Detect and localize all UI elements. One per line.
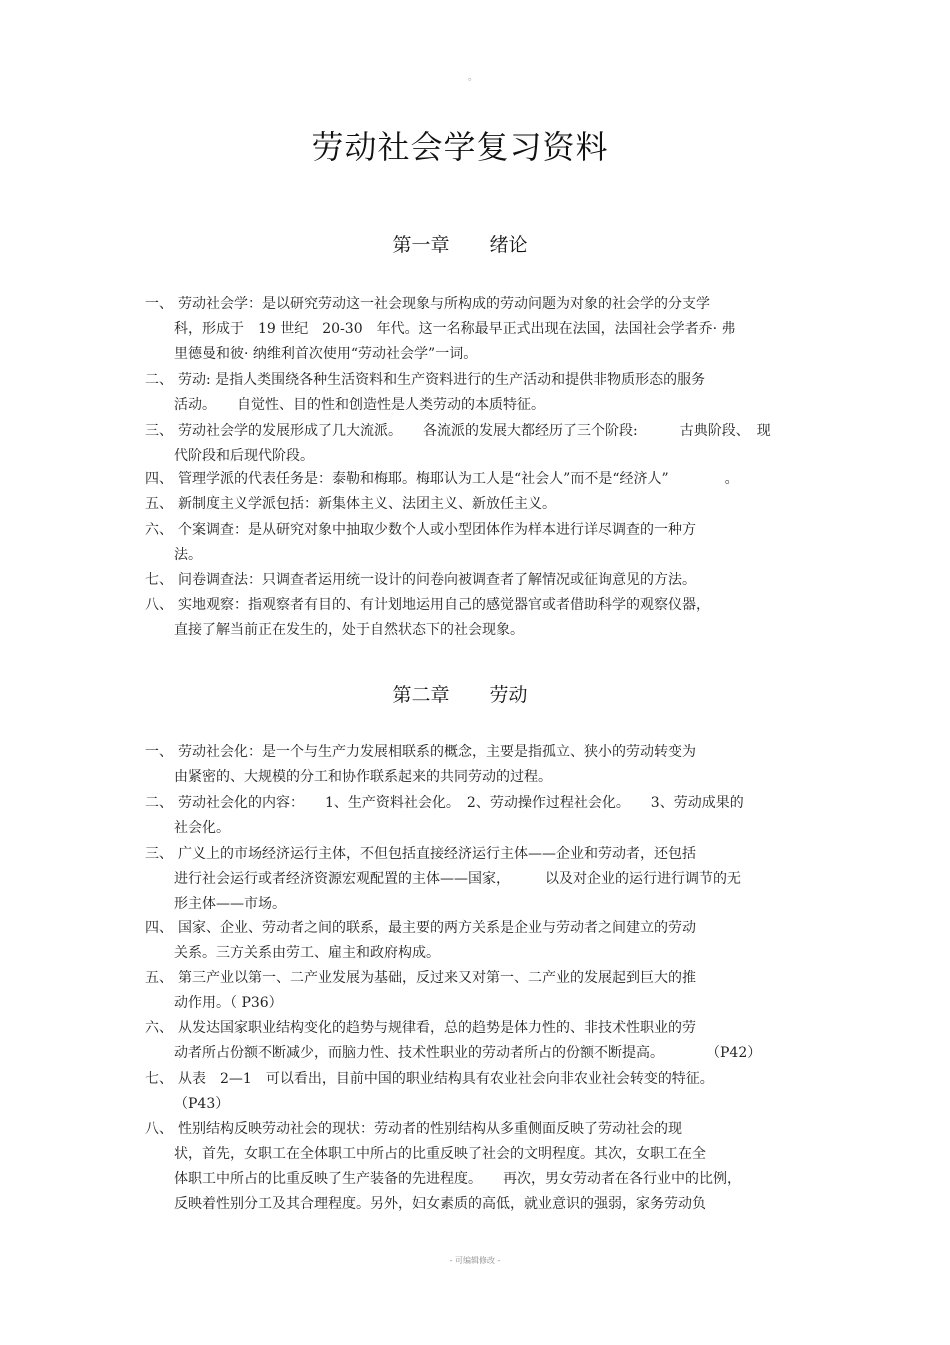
list-item <box>145 518 810 568</box>
item-text-line: 劳动社会学：是以研究劳动这一社会现象与所构成的劳动问题为对象的社会学的分支学 <box>178 296 710 312</box>
item-text-line: 科，形成于 19 世纪 20-30 年代。这一名称最早正式出现在法国，法国社会学者乔· 弗 <box>174 321 736 337</box>
document-title: 劳动社会学复习资料 <box>311 128 609 166</box>
item-text-line: 关系。三方关系由劳工、雇主和政府构成。 <box>174 945 440 961</box>
list-item <box>145 292 810 367</box>
item-text-line: 形主体——市场。 <box>174 896 286 912</box>
item-text-line: 活动。 自觉性、目的性和创造性是人类劳动的本质特征。 <box>174 397 545 413</box>
item-text-line: 性别结构反映劳动社会的现状：劳动者的性别结构从多重侧面反映了劳动社会的现 <box>178 1121 682 1137</box>
item-number: 二、 <box>145 795 173 811</box>
list-item <box>145 368 810 418</box>
item-number: 八、 <box>145 597 173 613</box>
item-text-line: 劳动: 是指人类围绕各种生活资料和生产资料进行的生产活动和提供非物质形态的服务 <box>178 372 706 388</box>
list-item <box>145 467 810 492</box>
chapter-name: 绪论 <box>489 234 528 256</box>
chapter-name: 劳动 <box>489 684 528 706</box>
item-text-line: 管理学派的代表任务是：泰勒和梅耶。梅耶认为工人是“社会人”而不是“经济人” 。 <box>178 471 739 487</box>
item-text-line: 社会化。 <box>174 820 230 836</box>
header-mark: 。 <box>468 72 478 83</box>
item-text-line: 进行社会运行或者经济资源宏观配置的主体——国家， 以及对企业的运行进行调节的无 <box>174 871 741 887</box>
item-number: 三、 <box>145 846 173 862</box>
list-item <box>145 791 810 841</box>
item-text-line: 劳动社会学的发展形成了几大流派。 各流派的发展大都经历了三个阶段: 古典阶段、 现 <box>178 423 771 439</box>
list-item <box>145 593 810 643</box>
list-item <box>145 1117 810 1217</box>
list-item <box>145 1067 810 1117</box>
item-text-line: 动作用。（ P36） <box>174 995 283 1011</box>
item-text-line: 从发达国家职业结构变化的趋势与规律看，总的趋势是体力性的、非技术性职业的劳 <box>178 1020 696 1036</box>
list-item <box>145 568 810 593</box>
item-text-line: 法。 <box>174 547 202 563</box>
item-text-line: 实地观察：指观察者有目的、有计划地运用自己的感觉器官或者借助科学的观察仪器， <box>178 597 710 613</box>
item-text-line: 动者所占份额不断减少，而脑力性、技术性职业的劳动者所占的份额不断提高。 （P42） <box>174 1045 762 1061</box>
item-number: 一、 <box>145 296 173 312</box>
item-text-line: 问卷调查法：只调查者运用统一设计的问卷向被调查者了解情况或征询意见的方法。 <box>178 572 696 588</box>
item-text-line: 劳动社会化的内容： 1、生产资料社会化。 2、劳动操作过程社会化。 3、劳动成果的 <box>178 795 744 811</box>
item-text-line: 劳动社会化：是一个与生产力发展相联系的概念，主要是指孤立、狭小的劳动转变为 <box>178 744 696 760</box>
item-number: 六、 <box>145 1020 173 1036</box>
item-number: 五、 <box>145 496 173 512</box>
item-number: 五、 <box>145 970 173 986</box>
item-text-line: 从表 2—1 可以看出，目前中国的职业结构具有农业社会向非农业社会转变的特征。 <box>178 1071 714 1087</box>
list-item <box>145 1016 810 1066</box>
item-text-line: （P43） <box>174 1096 230 1112</box>
item-text-line: 体职工中所占的比重反映了生产装备的先进程度。 再次，男女劳动者在各行业中的比例， <box>174 1171 741 1187</box>
item-text-line: 第三产业以第一、二产业发展为基础，反过来又对第一、二产业的发展起到巨大的推 <box>178 970 696 986</box>
list-item <box>145 916 810 966</box>
item-text-line: 代阶段和后现代阶段。 <box>174 448 314 464</box>
chapter-1-heading <box>0 230 920 257</box>
item-number: 四、 <box>145 471 173 487</box>
page-footer: - 可编辑修改 - <box>449 1256 501 1265</box>
item-text-line: 由紧密的、大规模的分工和协作联系起来的共同劳动的过程。 <box>174 769 552 785</box>
item-text-line: 个案调查：是从研究对象中抽取少数个人或小型团体作为样本进行详尽调查的一种方 <box>178 522 696 538</box>
item-text-line: 直接了解当前正在发生的，处于自然状态下的社会现象。 <box>174 622 524 638</box>
list-item <box>145 740 810 790</box>
item-number: 一、 <box>145 744 173 760</box>
list-item <box>145 966 810 1016</box>
chapter-2-heading <box>0 680 920 707</box>
item-number: 七、 <box>145 1071 173 1087</box>
item-number: 八、 <box>145 1121 173 1137</box>
list-item <box>145 419 810 469</box>
list-item <box>145 842 810 917</box>
list-item <box>145 492 810 517</box>
item-text-line: 新制度主义学派包括：新集体主义、法团主义、新放任主义。 <box>178 496 556 512</box>
item-number: 七、 <box>145 572 173 588</box>
item-number: 三、 <box>145 423 173 439</box>
item-text-line: 状，首先，女职工在全体职工中所占的比重反映了社会的文明程度。其次，女职工在全 <box>174 1146 706 1162</box>
chapter-number: 第二章 <box>392 684 450 706</box>
item-number: 六、 <box>145 522 173 538</box>
item-number: 二、 <box>145 372 173 388</box>
item-text-line: 反映着性别分工及其合理程度。另外，妇女素质的高低，就业意识的强弱，家务劳动负 <box>174 1196 706 1212</box>
item-text-line: 广义上的市场经济运行主体，不但包括直接经济运行主体——企业和劳动者，还包括 <box>178 846 696 862</box>
item-text-line: 国家、企业、劳动者之间的联系，最主要的两方关系是企业与劳动者之间建立的劳动 <box>178 920 696 936</box>
item-number: 四、 <box>145 920 173 936</box>
item-text-line: 里德曼和彼· 纳维利首次使用“劳动社会学”一词。 <box>174 346 478 362</box>
chapter-number: 第一章 <box>392 234 450 256</box>
